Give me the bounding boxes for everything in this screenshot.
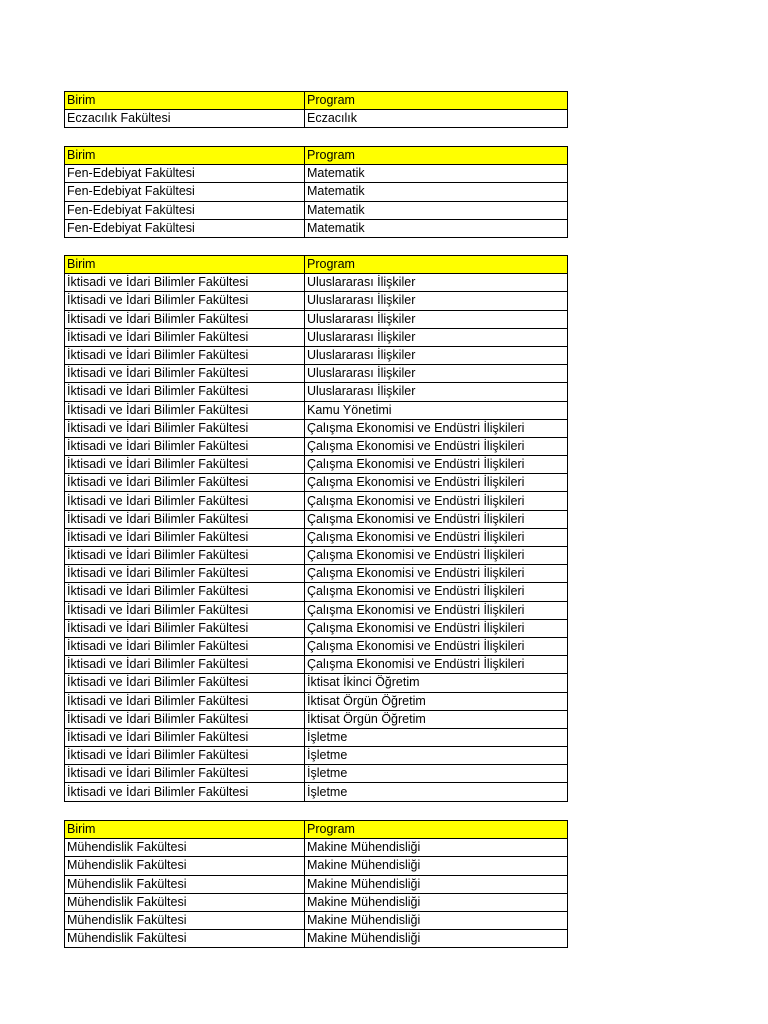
unit-cell[interactable]: İktisadi ve İdari Bilimler Fakültesi bbox=[65, 419, 305, 437]
unit-cell[interactable]: İktisadi ve İdari Bilimler Fakültesi bbox=[65, 674, 305, 692]
unit-cell[interactable]: İktisadi ve İdari Bilimler Fakültesi bbox=[65, 437, 305, 455]
table-row bbox=[65, 893, 568, 911]
table-row bbox=[65, 510, 568, 528]
unit-cell[interactable]: İktisadi ve İdari Bilimler Fakültesi bbox=[65, 274, 305, 292]
unit-cell[interactable]: İktisadi ve İdari Bilimler Fakültesi bbox=[65, 656, 305, 674]
unit-cell[interactable]: Fen-Edebiyat Fakültesi bbox=[65, 183, 305, 201]
table-row bbox=[65, 656, 568, 674]
table-row bbox=[65, 674, 568, 692]
program-cell[interactable]: İşletme bbox=[305, 728, 568, 746]
table-row bbox=[65, 274, 568, 292]
header-cell-birim[interactable]: Birim bbox=[65, 821, 305, 839]
unit-cell[interactable]: İktisadi ve İdari Bilimler Fakültesi bbox=[65, 601, 305, 619]
table-row bbox=[65, 165, 568, 183]
program-cell[interactable]: Uluslararası İlişkiler bbox=[305, 328, 568, 346]
table-row bbox=[65, 637, 568, 655]
program-cell[interactable]: Çalışma Ekonomisi ve Endüstri İlişkileri bbox=[305, 474, 568, 492]
table-row bbox=[65, 528, 568, 546]
program-cell[interactable]: Çalışma Ekonomisi ve Endüstri İlişkileri bbox=[305, 637, 568, 655]
program-cell[interactable]: Makine Mühendisliği bbox=[305, 839, 568, 857]
header-cell-birim[interactable]: Birim bbox=[65, 147, 305, 165]
unit-cell[interactable]: İktisadi ve İdari Bilimler Fakültesi bbox=[65, 783, 305, 801]
program-cell[interactable]: Matematik bbox=[305, 219, 568, 237]
unit-cell[interactable]: İktisadi ve İdari Bilimler Fakültesi bbox=[65, 619, 305, 637]
table-header-row bbox=[65, 821, 568, 839]
unit-cell[interactable]: İktisadi ve İdari Bilimler Fakültesi bbox=[65, 365, 305, 383]
unit-cell[interactable]: İktisadi ve İdari Bilimler Fakültesi bbox=[65, 710, 305, 728]
program-cell[interactable]: Uluslararası İlişkiler bbox=[305, 346, 568, 364]
program-cell[interactable]: İktisat Örgün Öğretim bbox=[305, 692, 568, 710]
unit-cell[interactable]: İktisadi ve İdari Bilimler Fakültesi bbox=[65, 637, 305, 655]
program-cell[interactable]: Uluslararası İlişkiler bbox=[305, 383, 568, 401]
header-cell-program[interactable]: Program bbox=[305, 92, 568, 110]
table-row bbox=[65, 619, 568, 637]
table-row bbox=[65, 328, 568, 346]
header-cell-program[interactable]: Program bbox=[305, 147, 568, 165]
program-cell[interactable]: İşletme bbox=[305, 747, 568, 765]
header-cell-program[interactable]: Program bbox=[305, 256, 568, 274]
program-cell[interactable]: Kamu Yönetimi bbox=[305, 401, 568, 419]
table-row bbox=[65, 783, 568, 801]
table-header-row bbox=[65, 256, 568, 274]
table-row bbox=[65, 110, 568, 128]
table-row bbox=[65, 583, 568, 601]
program-cell[interactable]: Çalışma Ekonomisi ve Endüstri İlişkileri bbox=[305, 656, 568, 674]
unit-cell[interactable]: Fen-Edebiyat Fakültesi bbox=[65, 165, 305, 183]
unit-cell[interactable]: Eczacılık Fakültesi bbox=[65, 110, 305, 128]
unit-cell[interactable]: Mühendislik Fakültesi bbox=[65, 893, 305, 911]
table-row bbox=[65, 492, 568, 510]
table-row bbox=[65, 437, 568, 455]
program-cell[interactable]: Makine Mühendisliği bbox=[305, 930, 568, 948]
program-cell[interactable]: Uluslararası İlişkiler bbox=[305, 292, 568, 310]
program-cell[interactable]: Çalışma Ekonomisi ve Endüstri İlişkileri bbox=[305, 619, 568, 637]
program-cell[interactable]: Çalışma Ekonomisi ve Endüstri İlişkileri bbox=[305, 492, 568, 510]
program-cell[interactable]: Makine Mühendisliği bbox=[305, 857, 568, 875]
table-row bbox=[65, 365, 568, 383]
table-row bbox=[65, 419, 568, 437]
program-cell[interactable]: Uluslararası İlişkiler bbox=[305, 365, 568, 383]
program-cell[interactable]: Matematik bbox=[305, 201, 568, 219]
unit-cell[interactable]: İktisadi ve İdari Bilimler Fakültesi bbox=[65, 310, 305, 328]
table-row bbox=[65, 728, 568, 746]
unit-cell[interactable]: İktisadi ve İdari Bilimler Fakültesi bbox=[65, 765, 305, 783]
program-cell[interactable]: İşletme bbox=[305, 765, 568, 783]
table-row bbox=[65, 219, 568, 237]
program-cell[interactable]: Eczacılık bbox=[305, 110, 568, 128]
table-row bbox=[65, 601, 568, 619]
unit-cell[interactable]: Mühendislik Fakültesi bbox=[65, 839, 305, 857]
table-fen-edebiyat bbox=[64, 146, 568, 238]
unit-cell[interactable]: Mühendislik Fakültesi bbox=[65, 930, 305, 948]
program-cell[interactable]: Çalışma Ekonomisi ve Endüstri İlişkileri bbox=[305, 601, 568, 619]
unit-cell[interactable]: İktisadi ve İdari Bilimler Fakültesi bbox=[65, 692, 305, 710]
unit-cell[interactable]: İktisadi ve İdari Bilimler Fakültesi bbox=[65, 292, 305, 310]
program-cell[interactable]: Makine Mühendisliği bbox=[305, 893, 568, 911]
table-row bbox=[65, 383, 568, 401]
unit-cell[interactable]: İktisadi ve İdari Bilimler Fakültesi bbox=[65, 401, 305, 419]
unit-cell[interactable]: İktisadi ve İdari Bilimler Fakültesi bbox=[65, 492, 305, 510]
table-row bbox=[65, 692, 568, 710]
program-cell[interactable]: Çalışma Ekonomisi ve Endüstri İlişkileri bbox=[305, 565, 568, 583]
unit-cell[interactable]: İktisadi ve İdari Bilimler Fakültesi bbox=[65, 747, 305, 765]
table-row bbox=[65, 911, 568, 929]
unit-cell[interactable]: İktisadi ve İdari Bilimler Fakültesi bbox=[65, 510, 305, 528]
table-row bbox=[65, 930, 568, 948]
table-row bbox=[65, 474, 568, 492]
unit-cell[interactable]: İktisadi ve İdari Bilimler Fakültesi bbox=[65, 328, 305, 346]
table-row bbox=[65, 201, 568, 219]
unit-cell[interactable]: İktisadi ve İdari Bilimler Fakültesi bbox=[65, 346, 305, 364]
program-cell[interactable]: Çalışma Ekonomisi ve Endüstri İlişkileri bbox=[305, 456, 568, 474]
unit-cell[interactable]: İktisadi ve İdari Bilimler Fakültesi bbox=[65, 565, 305, 583]
unit-cell[interactable]: Mühendislik Fakültesi bbox=[65, 857, 305, 875]
unit-cell[interactable]: İktisadi ve İdari Bilimler Fakültesi bbox=[65, 547, 305, 565]
table-row bbox=[65, 565, 568, 583]
table-row bbox=[65, 875, 568, 893]
program-cell[interactable]: Makine Mühendisliği bbox=[305, 875, 568, 893]
program-cell[interactable]: Uluslararası İlişkiler bbox=[305, 274, 568, 292]
header-cell-birim[interactable]: Birim bbox=[65, 256, 305, 274]
program-cell[interactable]: İşletme bbox=[305, 783, 568, 801]
program-cell[interactable]: Makine Mühendisliği bbox=[305, 911, 568, 929]
table-header-row bbox=[65, 92, 568, 110]
table-eczacilik bbox=[64, 91, 568, 128]
program-cell[interactable]: İktisat Örgün Öğretim bbox=[305, 710, 568, 728]
program-cell[interactable]: Uluslararası İlişkiler bbox=[305, 310, 568, 328]
table-iktisadi-idari bbox=[64, 255, 568, 802]
table-row bbox=[65, 747, 568, 765]
program-cell[interactable]: İktisat İkinci Öğretim bbox=[305, 674, 568, 692]
table-muhendislik bbox=[64, 820, 568, 948]
unit-cell[interactable]: Mühendislik Fakültesi bbox=[65, 911, 305, 929]
table-row bbox=[65, 857, 568, 875]
unit-cell[interactable]: İktisadi ve İdari Bilimler Fakültesi bbox=[65, 456, 305, 474]
unit-cell[interactable]: İktisadi ve İdari Bilimler Fakültesi bbox=[65, 474, 305, 492]
program-cell[interactable]: Çalışma Ekonomisi ve Endüstri İlişkileri bbox=[305, 547, 568, 565]
program-cell[interactable]: Çalışma Ekonomisi ve Endüstri İlişkileri bbox=[305, 510, 568, 528]
header-cell-birim[interactable]: Birim bbox=[65, 92, 305, 110]
table-header-row bbox=[65, 147, 568, 165]
header-cell-program[interactable]: Program bbox=[305, 821, 568, 839]
program-cell[interactable]: Çalışma Ekonomisi ve Endüstri İlişkileri bbox=[305, 583, 568, 601]
unit-cell[interactable]: Fen-Edebiyat Fakültesi bbox=[65, 219, 305, 237]
table-row bbox=[65, 401, 568, 419]
unit-cell[interactable]: İktisadi ve İdari Bilimler Fakültesi bbox=[65, 383, 305, 401]
program-cell[interactable]: Çalışma Ekonomisi ve Endüstri İlişkileri bbox=[305, 419, 568, 437]
table-row bbox=[65, 346, 568, 364]
table-row bbox=[65, 310, 568, 328]
table-row bbox=[65, 839, 568, 857]
program-cell[interactable]: Matematik bbox=[305, 183, 568, 201]
unit-cell[interactable]: İktisadi ve İdari Bilimler Fakültesi bbox=[65, 528, 305, 546]
table-row bbox=[65, 710, 568, 728]
program-cell[interactable]: Çalışma Ekonomisi ve Endüstri İlişkileri bbox=[305, 437, 568, 455]
program-cell[interactable]: Çalışma Ekonomisi ve Endüstri İlişkileri bbox=[305, 528, 568, 546]
unit-cell[interactable]: İktisadi ve İdari Bilimler Fakültesi bbox=[65, 728, 305, 746]
table-row bbox=[65, 765, 568, 783]
table-row bbox=[65, 547, 568, 565]
program-cell[interactable]: Matematik bbox=[305, 165, 568, 183]
table-row bbox=[65, 292, 568, 310]
table-row bbox=[65, 183, 568, 201]
unit-cell[interactable]: İktisadi ve İdari Bilimler Fakültesi bbox=[65, 583, 305, 601]
table-row bbox=[65, 456, 568, 474]
unit-cell[interactable]: Fen-Edebiyat Fakültesi bbox=[65, 201, 305, 219]
unit-cell[interactable]: Mühendislik Fakültesi bbox=[65, 875, 305, 893]
